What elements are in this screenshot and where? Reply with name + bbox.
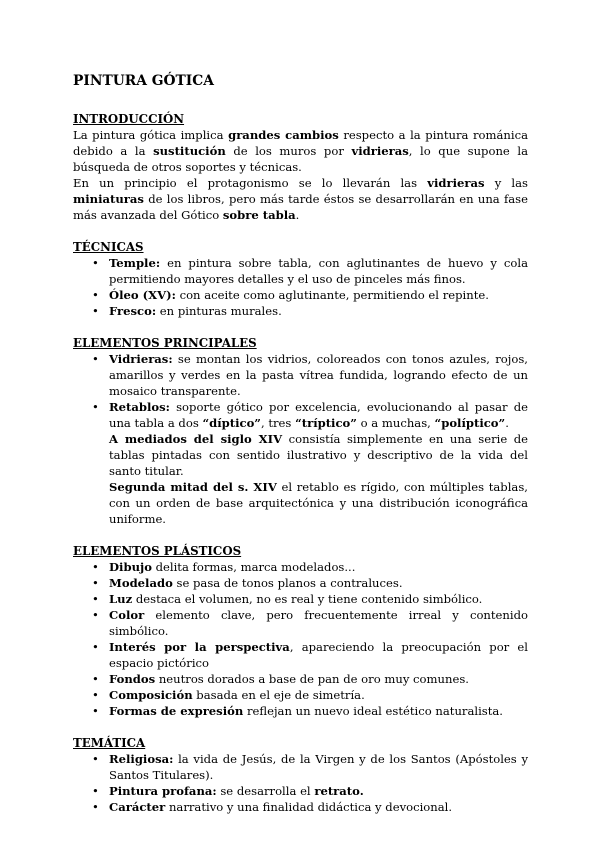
bold-text-run: Carácter [109,800,166,814]
list-item [109,671,528,687]
section-heading-tematica: TEMÁTICA [73,736,146,750]
text-run: , apareciendo la preocupación por el espacio pictórico [109,640,528,670]
text-run: consistía simplemente en una serie de tablas pintadas con sentido ilustrativo y descriptivo de la vida del santo titular. [109,432,528,478]
text-run: o a muchas, [356,416,435,430]
bold-text-run: Temple: [109,256,161,270]
tecnicas-list [73,255,528,319]
text-run: delita formas, marca modelados... [151,560,356,574]
section-elementos-plasticos [73,543,528,719]
text-run: el retablo es rígido, con múltiples tablas, con un orden de base arquitectónica y una distribución iconográfica uniforme. [109,480,528,526]
bold-text-run: sobre tabla [222,208,296,222]
list-item [109,559,528,575]
text-run: elemento clave, pero frecuentemente irreal y contenido simbólico. [109,608,528,638]
text-run: se desarrolla el [216,784,315,798]
text-run: de los muros por [225,144,352,158]
bold-text-run: Fresco: [109,304,157,318]
list-item-paragraph [109,479,528,527]
list-item [109,351,528,399]
bold-text-run: Interés por la perspectiva [109,640,290,654]
text-run: neutros dorados a base de pan de oro muy comunes. [155,672,469,686]
bold-text-run: Pintura profana: [109,784,217,798]
section-heading-elementos-principales: ELEMENTOS PRINCIPALES [73,336,257,350]
text-run: , lo que supone la búsqueda de otros soportes y técnicas. [73,144,528,174]
intro-paragraph-1 [73,127,528,175]
list-item [109,607,528,639]
text-run: . [295,208,300,222]
bold-text-run: Dibujo [109,560,152,574]
list-item [109,575,528,591]
text-run: en pinturas murales. [156,304,282,318]
bold-text-run: vidrieras [351,144,409,158]
bold-text-run: Modelado [109,576,173,590]
list-item [109,751,528,783]
text-run: soporte gótico por excelencia, evolucionando al pasar de una tabla a dos [109,400,528,430]
list-item [109,591,528,607]
list-item-paragraph [109,351,528,399]
intro-paragraph-2 [73,175,528,223]
section-heading-introduccion: INTRODUCCIÓN [73,112,185,126]
list-item [109,287,528,303]
text-run: de los libros, pero más tarde éstos se desarrollarán en una fase más avanzada del Gótico [73,192,528,222]
bold-text-run: Religiosa: [109,752,174,766]
bold-text-run: “políptico” [434,416,506,430]
text-run: , tres [260,416,296,430]
bold-text-run: Composición [109,688,193,702]
list-item [109,639,528,671]
text-run: la vida de Jesús, de la Virgen y de los Santos (Apóstoles y Santos Titulares). [109,752,528,782]
bold-text-run: Segunda mitad del s. XIV [109,480,277,494]
text-run: y las [484,176,528,190]
text-run: basada en el eje de simetría. [192,688,365,702]
bold-text-run: “tríptico” [295,416,357,430]
bold-text-run: Vidrieras: [109,352,173,366]
bold-text-run: Formas de expresión [109,704,244,718]
text-run: destaca el volumen, no es real y tiene contenido simbólico. [132,592,483,606]
text-run: reflejan un nuevo ideal estético naturalista. [243,704,503,718]
list-item-paragraph [109,399,528,431]
bold-text-run: retrato. [314,784,364,798]
text-run: se montan los vidrios, coloreados con tonos azules, rojos, amarillos y verdes en la pasta vítrea fundida, logrando efecto de un mosaico transparente. [109,352,528,398]
list-item [109,255,528,287]
list-item [109,687,528,703]
bold-text-run: Color [109,608,145,622]
list-item [109,399,528,527]
bold-text-run: grandes cambios [228,128,339,142]
section-heading-elementos-plasticos: ELEMENTOS PLÁSTICOS [73,544,242,558]
bold-text-run: vidrieras [427,176,485,190]
principales-list [73,351,528,527]
text-run: en pintura sobre tabla, con aglutinantes de huevo y cola permitiendo mayores detalles y el uso de pinceles más finos. [109,256,528,286]
list-item-paragraph [109,431,528,479]
document-title: PINTURA GÓTICA [73,73,214,89]
bold-text-run: A mediados del siglo XIV [109,432,283,446]
text-run: respecto a la pintura románica debido a la [73,128,528,158]
bold-text-run: Luz [109,592,133,606]
section-elementos-principales [73,335,528,527]
bold-text-run: sustitución [153,144,226,158]
bold-text-run: Óleo (XV): [109,288,176,302]
list-item [109,799,528,815]
text-run: se pasa de tonos planos a contraluces. [172,576,403,590]
tematica-list [73,751,528,815]
list-item [109,303,528,319]
text-run: La pintura gótica implica [73,128,229,142]
section-introduccion [73,111,528,223]
bold-text-run: miniaturas [73,192,144,206]
plasticos-list [73,559,528,719]
list-item [109,703,528,719]
list-item [109,783,528,799]
text-run: con aceite como aglutinante, permitiendo el repinte. [175,288,489,302]
section-tematica [73,735,528,815]
bold-text-run: “díptico” [202,416,261,430]
section-heading-tecnicas: TÉCNICAS [73,240,144,254]
text-run: En un principio el protagonismo se lo llevarán las [73,176,428,190]
section-tecnicas [73,239,528,319]
text-run: . [505,416,509,430]
bold-text-run: Retablos: [109,400,170,414]
bold-text-run: Fondos [109,672,156,686]
text-run: narrativo y una finalidad didáctica y devocional. [165,800,453,814]
